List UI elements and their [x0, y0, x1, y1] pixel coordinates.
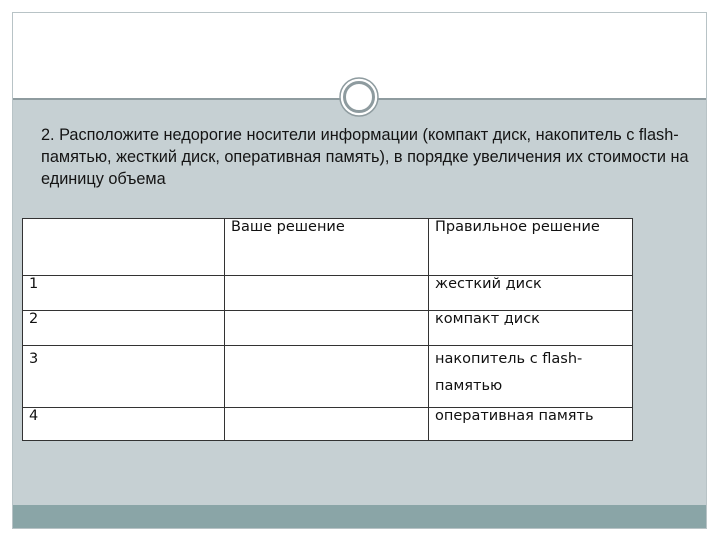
your-answer-cell[interactable] [225, 408, 429, 441]
header-cell-correct-solution: Правильное решение [429, 219, 633, 276]
table-header-row [23, 219, 633, 276]
header-cell-your-solution: Ваше решение [225, 219, 429, 276]
row-number: 4 [23, 408, 225, 441]
correct-answer-cell: оперативная память [429, 408, 633, 441]
row-number: 3 [23, 346, 225, 408]
question-text: 2. Расположите недорогие носители информации (компакт диск, накопитель с flash-памятью, жесткий диск, оперативная память), в порядке увеличения их стоимости на единицу объема [41, 126, 689, 188]
correct-answer-cell: компакт диск [429, 311, 633, 346]
correct-answer-cell: накопитель с flash-памятью [429, 346, 633, 408]
your-answer-cell[interactable] [225, 311, 429, 346]
your-answer-cell[interactable] [225, 276, 429, 311]
table-row [23, 311, 633, 346]
correct-answer-cell: жесткий диск [429, 276, 633, 311]
header-cell-number [23, 219, 225, 276]
table-row [23, 276, 633, 311]
row-number: 2 [23, 311, 225, 346]
row-number: 1 [23, 276, 225, 311]
answer-table [22, 218, 633, 441]
circle-ornament-icon [339, 77, 379, 117]
table-row [23, 346, 633, 408]
footer-bar [13, 505, 706, 528]
table-row [23, 408, 633, 441]
your-answer-cell[interactable] [225, 346, 429, 408]
